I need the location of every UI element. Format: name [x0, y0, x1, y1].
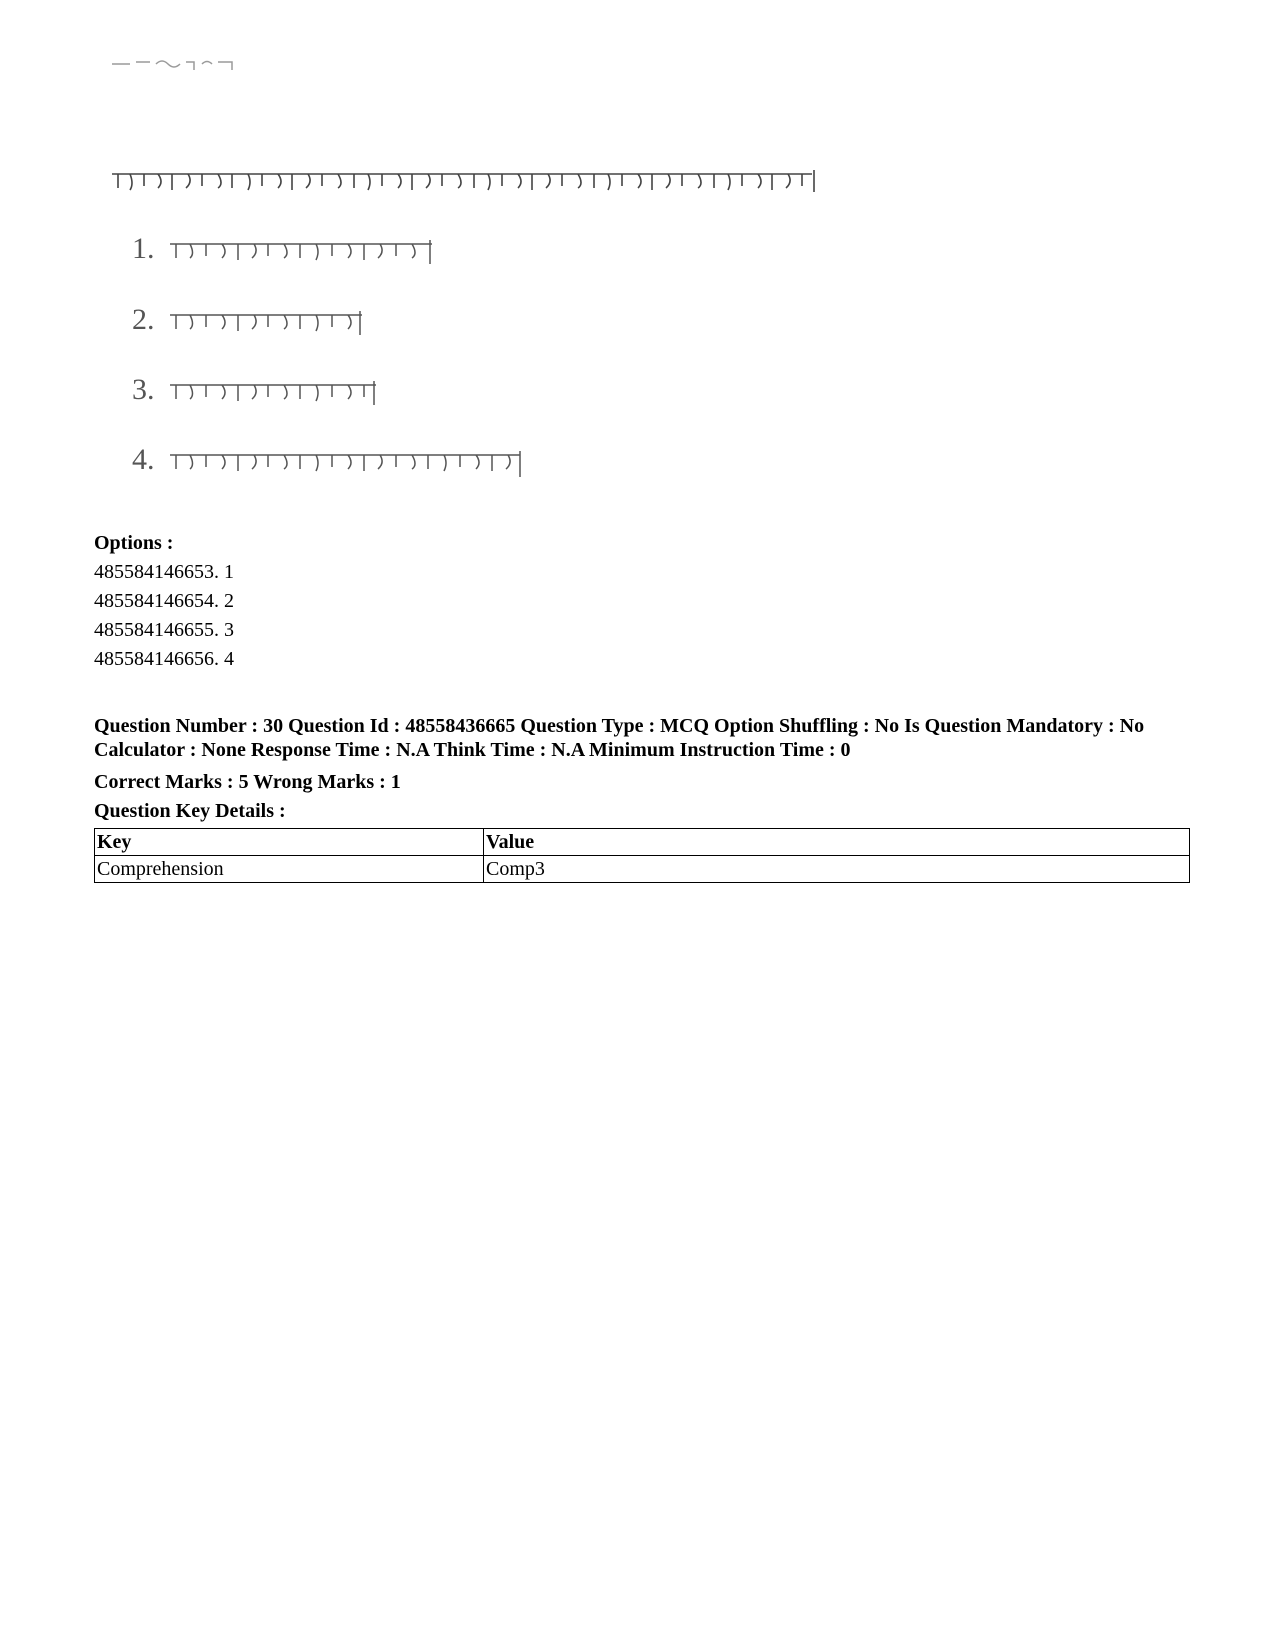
option-number: 1. — [132, 232, 155, 265]
key-details-label: Question Key Details : — [94, 800, 286, 822]
option-item: 485584146654. 2 — [94, 590, 234, 612]
tibetan-text-fragment — [110, 54, 240, 80]
option-item: 485584146656. 4 — [94, 648, 234, 670]
question-key-table — [94, 828, 1190, 883]
option-number: 2. — [132, 303, 155, 336]
option-item: 485584146653. 1 — [94, 561, 234, 583]
option-number: 4. — [132, 443, 155, 476]
tibetan-option-text — [168, 377, 383, 414]
tibetan-question-text — [110, 164, 820, 190]
tibetan-option-text — [168, 236, 438, 273]
option-number: 3. — [132, 373, 155, 406]
tibetan-option-text — [168, 447, 528, 486]
table-header-key: Key — [95, 829, 484, 856]
question-meta-line: Question Number : 30 Question Id : 48558436665 Question Type : MCQ Option Shuffling : No Is Question Mandatory : No Calculator : None Response Time : N.A Think Time : N.A Minimum Instruction Time : 0 — [94, 715, 1145, 761]
question-image — [110, 40, 870, 510]
tibetan-option-text — [168, 307, 368, 344]
table-cell: Comp3 — [484, 856, 1190, 883]
marks-line: Correct Marks : 5 Wrong Marks : 1 — [94, 771, 401, 793]
table-cell: Comprehension — [95, 856, 484, 883]
table-row — [95, 856, 1190, 883]
options-label: Options : — [94, 532, 174, 554]
table-header-row — [95, 829, 1190, 856]
table-header-value: Value — [484, 829, 1190, 856]
option-item: 485584146655. 3 — [94, 619, 234, 641]
